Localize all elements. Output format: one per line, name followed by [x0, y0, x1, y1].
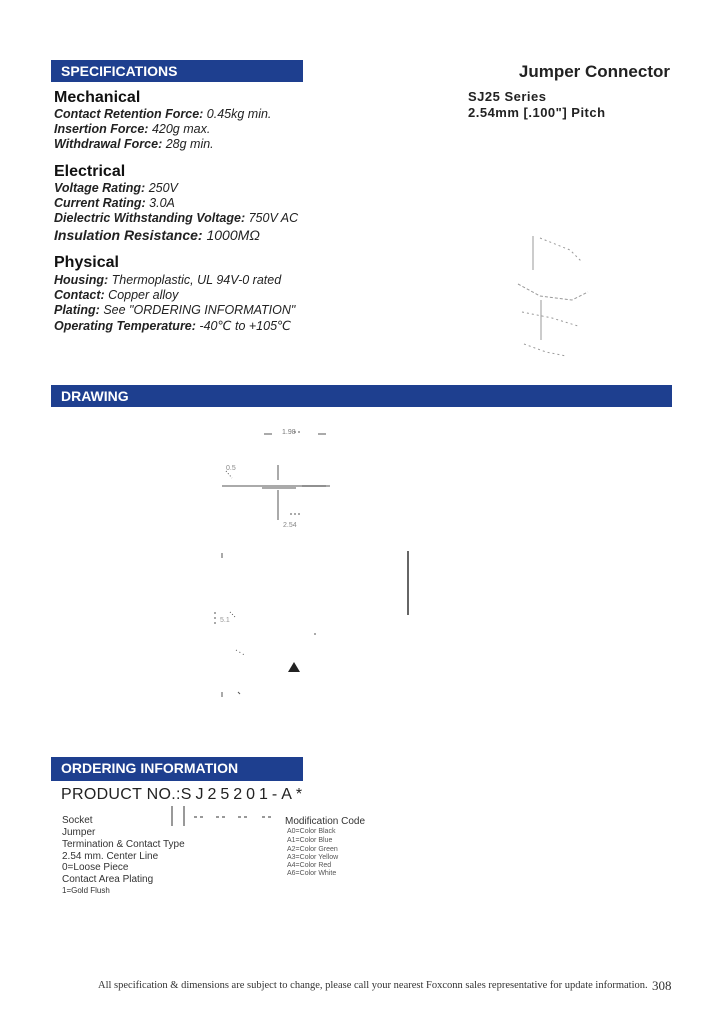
spec-operating-temperature: Operating Temperature: -40℃ to +105℃: [54, 319, 292, 333]
spec-withdrawal-force: Withdrawal Force: 28g min.: [54, 137, 214, 151]
spec-dielectric-voltage: Dielectric Withstanding Voltage: 750V AC: [54, 211, 299, 225]
dim-left-label: 0.5: [226, 465, 236, 472]
ordering-label-gold-flush: 1=Gold Flush: [62, 886, 110, 895]
dim-bottom-label: 2.54: [283, 522, 297, 529]
physical-heading: Physical: [54, 254, 119, 271]
dim-top-label: 1.98: [282, 429, 296, 436]
product-title: Jumper Connector: [518, 62, 670, 81]
product-photo-sketch: [518, 236, 588, 356]
technical-drawing: [215, 432, 408, 697]
ordering-label-jumper: Jumper: [62, 827, 96, 838]
modification-code-a0: A0=Color Black: [287, 828, 336, 835]
ordering-label-termination: Termination & Contact Type: [62, 839, 185, 850]
ordering-label-plating: Contact Area Plating: [62, 874, 154, 885]
spec-voltage-rating: Voltage Rating: 250V: [54, 181, 178, 195]
modification-code-title: Modification Code: [285, 816, 366, 827]
spec-housing: Housing: Thermoplastic, UL 94V-0 rated: [54, 273, 282, 287]
ordering-leader-lines: [172, 806, 274, 826]
mechanical-heading: Mechanical: [54, 89, 141, 106]
ordering-label-loose-piece: 0=Loose Piece: [62, 862, 129, 873]
product-number: PRODUCT NO.:SJ25201-A*: [61, 786, 307, 803]
drawing-arrow-icon: [288, 662, 300, 672]
spec-insertion-force: Insertion Force: 420g max.: [54, 122, 211, 136]
dim-side-label: 5.1: [220, 617, 230, 624]
spec-contact: Contact: Copper alloy: [54, 288, 179, 302]
modification-code-a3: A3=Color Yellow: [287, 854, 339, 861]
drawing-section-bar: DRAWING: [51, 385, 672, 407]
modification-code-a6: A6=Color White: [287, 870, 337, 877]
ordering-label-center-line: 2.54 mm. Center Line: [62, 851, 159, 862]
specifications-section-bar: SPECIFICATIONS: [51, 60, 303, 82]
ordering-section-bar: ORDERING INFORMATION: [51, 757, 303, 779]
product-series: SJ25 Series: [468, 89, 547, 104]
spec-current-rating: Current Rating: 3.0A: [54, 196, 175, 210]
footer-note: All specification & dimensions are subject to change, please call your nearest Foxconn sales representative for update information.: [98, 980, 648, 991]
modification-code-a1: A1=Color Blue: [287, 837, 333, 844]
spec-insulation-resistance: Insulation Resistance: 1000MΩ: [54, 227, 260, 243]
spec-plating: Plating: See "ORDERING INFORMATION": [54, 303, 296, 317]
electrical-heading: Electrical: [54, 163, 126, 180]
product-pitch: 2.54mm [.100"] Pitch: [468, 105, 606, 120]
page-number: 308: [652, 978, 672, 993]
ordering-label-socket: Socket: [62, 815, 93, 826]
spec-retention-force: Contact Retention Force: 0.45kg min.: [54, 107, 272, 121]
modification-code-a4: A4=Color Red: [287, 862, 332, 869]
modification-code-a2: A2=Color Green: [287, 846, 338, 853]
